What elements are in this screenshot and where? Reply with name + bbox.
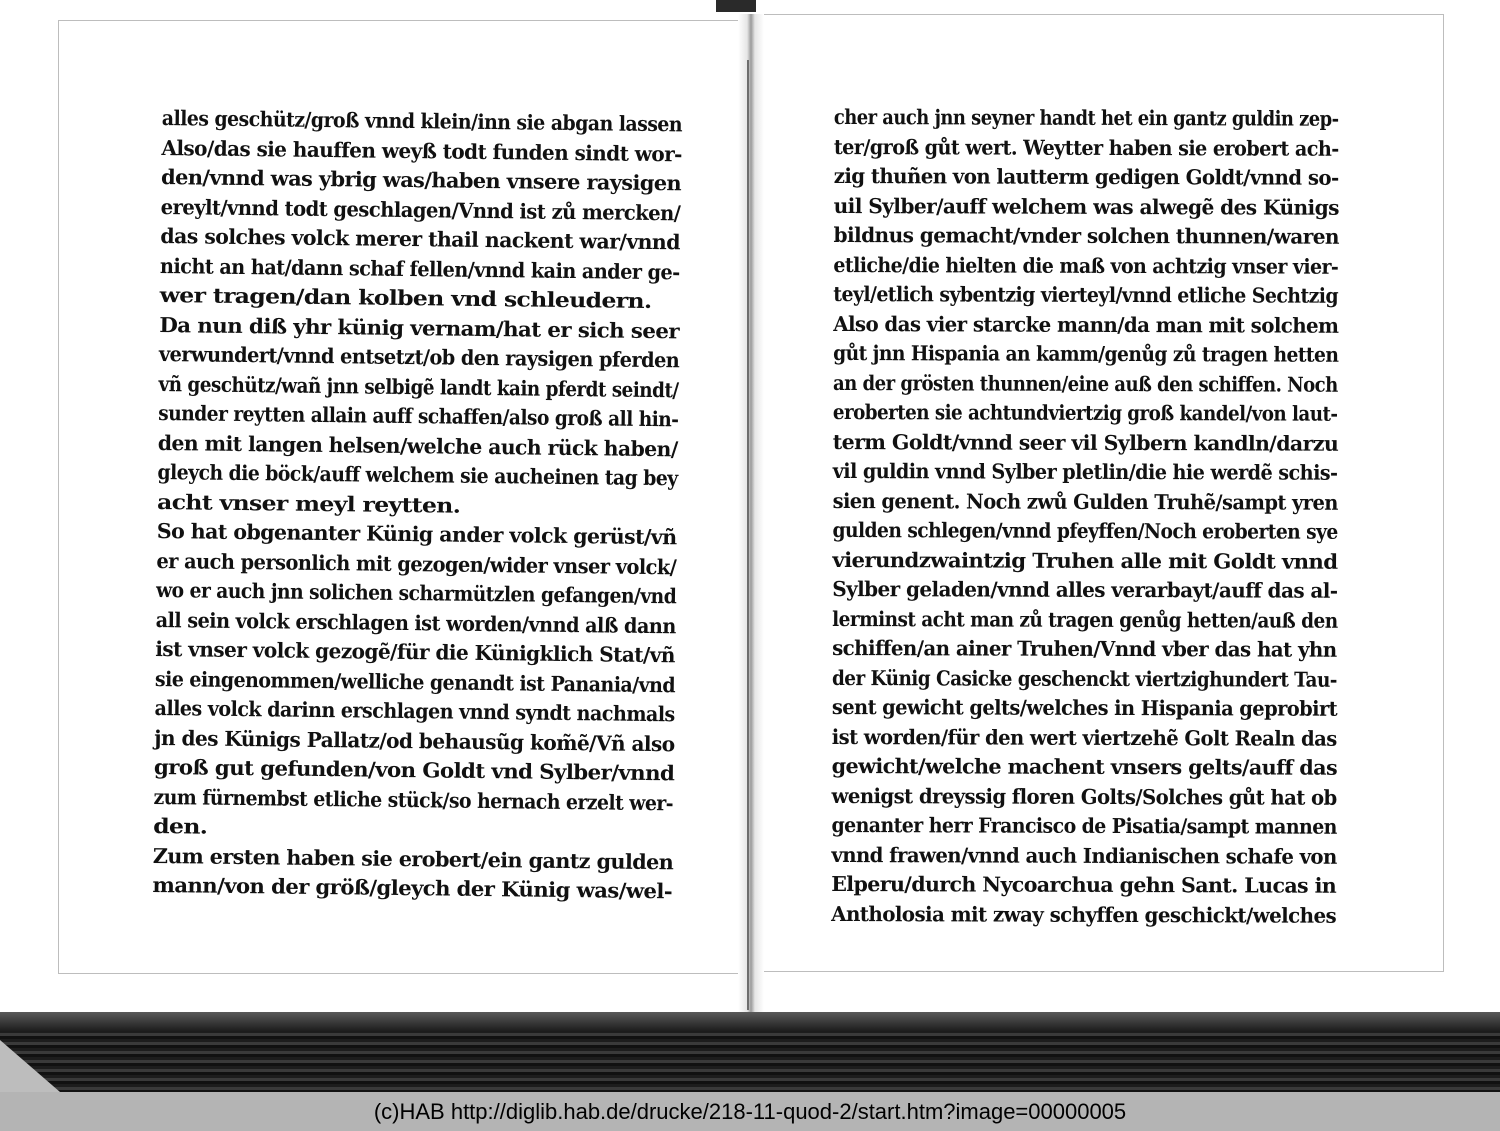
left-page-text xyxy=(152,104,687,907)
right-page-line: gulden schlegen/vnnd pfeyffen/Noch eroberten sye xyxy=(832,517,1338,544)
right-page-line: eroberten sie achtundviertzig groß kandel/von laut- xyxy=(832,399,1338,426)
left-page-line: sie eingenommen/welliche genandt ist Panania/vnd xyxy=(154,666,676,697)
right-page-line: vierundzwaintzig Truhen alle mit Goldt vnnd xyxy=(832,547,1338,574)
left-page-line: nicht an hat/dann schaf fellen/vnnd kain ander ge- xyxy=(159,253,680,284)
left-page-line: sunder reytten allain auff schaffen/also groß all hin- xyxy=(158,400,679,432)
left-page-line: ereylt/vnnd todt geschlagen/Vnnd ist zů mercken/ xyxy=(160,194,681,225)
right-page-line: bildnus gemacht/vnder solchen thunnen/waren xyxy=(833,222,1340,249)
right-page-line: gůt jnn Hispania an kamm/genůg zů tragen hetten xyxy=(833,340,1339,367)
right-page-line: schiffen/an ainer Truhen/Vnnd vber das hat yhn xyxy=(832,635,1337,662)
left-page-line: Also/das sie hauffen weyß todt funden sindt wor- xyxy=(161,135,683,166)
right-page-line: lerminst acht man zů tragen genůg hetten/auß den xyxy=(832,606,1338,633)
left-page-line: den mit langen helsen/welche auch rück haben/ xyxy=(157,430,678,461)
left-page-line: all sein volck erschlagen ist worden/vnnd alß dann xyxy=(155,607,676,638)
right-page-line: genanter herr Francisco de Pisatia/sampt mannen xyxy=(831,812,1337,839)
right-page-line: Elperu/durch Nycoarchua gehn Sant. Lucas in xyxy=(831,871,1337,898)
right-page-line: zig thuñen von lautterm gedigen Goldt/vnnd so- xyxy=(833,163,1339,190)
right-page-line: Sylber geladen/vnnd alles verarbayt/auff das al- xyxy=(832,576,1338,603)
right-page-line: wenigst dreyssig floren Golts/Solches gůt hat ob xyxy=(831,783,1337,810)
left-page-line: vñ geschütz/wañ jnn selbigẽ landt kain pferdt seindt/ xyxy=(158,371,679,402)
left-page-line: acht vnser meyl reytten. xyxy=(156,489,461,518)
right-page-line: vnnd frawen/vnnd auch Indianischen schafe von xyxy=(831,842,1337,869)
left-page-line: gleych die böck/auff welchem sie aucheinen tag bey xyxy=(157,459,678,491)
right-page-line: cher auch jnn seyner handt het ein gantz guldin zep- xyxy=(833,104,1339,131)
page-edge-shadow xyxy=(0,1012,1500,1032)
right-page-line: ist worden/für den wert viertzehẽ Golt Realn das xyxy=(831,724,1337,751)
right-page-line: uil Sylber/auff welchem was alwegẽ des Künigs xyxy=(833,193,1339,220)
right-page-line: teyl/etlich sybentzig vierteyl/vnnd etliche Sechtzig xyxy=(833,281,1339,308)
copyright-footer: (c)HAB http://diglib.hab.de/drucke/218-11-quod-2/start.htm?image=00000005 xyxy=(0,1092,1500,1131)
left-page-line: Zum ersten haben sie erobert/ein gantz gulden xyxy=(152,843,674,874)
right-page-line: Also das vier starcke mann/da man mit solchem xyxy=(833,311,1339,338)
left-page-line: zum fürnembst etliche stück/so hernach erzelt wer- xyxy=(153,784,674,815)
right-page-line: vil guldin vnnd Sylber pletlin/die hie werdẽ schis- xyxy=(832,458,1338,485)
left-page-line: ist vnser volck gezogẽ/für die Künigklich Stat/vñ xyxy=(155,636,675,668)
right-page-line: der Künig Casicke geschenckt viertzighundert Tau- xyxy=(831,665,1337,692)
left-page-line: alles geschütz/groß vnnd klein/inn sie abgan lassen xyxy=(161,105,683,137)
scanner-bottom-edge xyxy=(0,1012,1500,1092)
left-page-line: den/vnnd was ybrig was/haben vnsere raysigen xyxy=(160,164,682,196)
right-page-line: etliche/die hielten die maß von achtzig vnser vier- xyxy=(833,252,1339,279)
left-page-line: mann/von der größ/gleych der Künig was/wel- xyxy=(152,872,673,904)
right-page-line: term Goldt/vnnd seer vil Sylbern kandln/darzu xyxy=(832,429,1339,456)
right-page-line: sent gewicht gelts/welches in Hispania geprobirt xyxy=(831,694,1338,721)
left-page-line: jn des Künigs Pallatz/od behausũg kom̃ẽ/Vñ also xyxy=(154,725,675,756)
right-page-line: Antholosia mit zway schyffen geschickt/welches xyxy=(831,901,1337,928)
left-page-line: den. xyxy=(153,813,208,839)
right-page-line: sien genent. Noch zwů Gulden Truhẽ/sampt yren xyxy=(832,488,1338,515)
right-page-line: an der grösten thunnen/eine auß den schiffen. Noch xyxy=(832,370,1338,397)
gutter-fold-line xyxy=(747,60,749,1010)
scan-top-edge xyxy=(716,0,756,12)
page-corner xyxy=(0,1040,60,1092)
left-page-line: wer tragen/dan kolben vnd schleudern. xyxy=(159,282,652,313)
right-page-line: gewicht/welche machent vnsers gelts/auff das xyxy=(831,753,1338,780)
left-page-line: So hat obgenanter Künig ander volck gerüst/vñ xyxy=(156,518,677,550)
left-page-line: er auch personlich mit gezogen/wider vnser volck/ xyxy=(156,548,677,579)
left-page-line: wo er auch jnn solichen scharmützlen gefangen/vnd xyxy=(155,577,677,609)
left-page-line: das solches volck merer thail nackent war/vnnd xyxy=(160,223,681,255)
right-page-line: ter/groß gůt wert. Weytter haben sie erobert ach- xyxy=(833,134,1339,161)
left-page-line: Da nun diß yhr künig vernam/hat er sich seer xyxy=(159,312,680,343)
left-page-line: verwundert/vnnd entsetzt/ob den raysigen pferden xyxy=(158,341,680,373)
right-page-text xyxy=(831,103,1344,931)
left-page-line: alles volck darinn erschlagen vnnd syndt nachmals xyxy=(154,695,675,727)
left-page-line: groß gut gefunden/von Goldt vnd Sylber/vnnd xyxy=(153,754,675,786)
